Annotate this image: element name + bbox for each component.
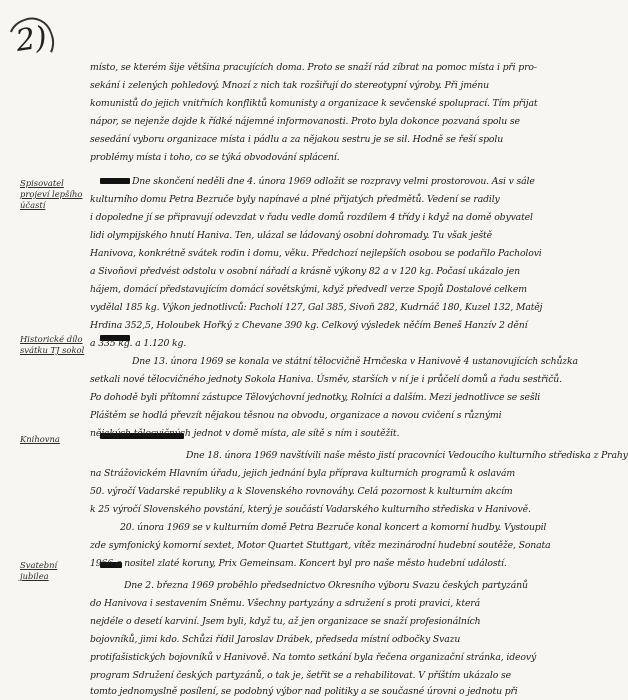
text-line: na Strážovickém Hlavním úřadu, jejich jednání byla příprava kulturních programů k oslavám (90, 468, 516, 479)
text-line: místo, se kterém šije většina pracujících doma. Proto se snaží rád zíbrat na pomoc místa i při pro- (90, 62, 537, 73)
text-line: k 25 výročí Slovenského povstání, který je součástí Vadarského kulturního střediska v Hanivově. (90, 504, 531, 515)
margin-note: Svatební jubilea (20, 560, 58, 581)
text-line: sesedání vyboru organizace místa i pádlu a za nějakou sestru je se sil. Hodně se řeší spolu (90, 134, 504, 145)
text-line: sekání i zelených pohledový. Mnozí z nich tak rozšiřují do stereotypní výroby. Při jménu (90, 80, 489, 91)
text-line: Po dohodě byli přítomní zástupce Tělovýchovní jednotky, Rolníci a dalším. Mezi jednotlivce se sešli (90, 392, 541, 403)
text-line: Pláštěm se hodlá převzít nějakou těsnou na obvodu, organizace a novou cvičení s různými (90, 410, 502, 421)
text-line: Dne skončení neděli dne 4. února 1969 odložit se rozpravy velmi prostorovou. Asi v sále (132, 176, 535, 187)
text-line: kulturního domu Petra Bezruče byly napínavé a plné přijatých předmětů. Vedení se radily (90, 194, 500, 205)
margin-note: Spisovatel projeví lepšího účastí (20, 178, 83, 210)
text-line: a Sivoňovi předvést odstolu v osobní nářadí a krásně výkony 82 a v 120 kg. Počasí ukázalo jen (90, 266, 520, 277)
text-line: Dne 13. února 1969 se konala ve státní tělocvičně Hrnčeska v Hanivově 4 ustanovujících schůzka (132, 356, 578, 367)
text-line: komunistů do jejich vnitřních konfliktů komunisty a organizace k sevčenské spoluprací. Tím přijat (90, 98, 538, 109)
text-line: i dopoledne jí se připravují odevzdat v řadu vedle domů rozdílem 4 třídy i když na domě obyvatel (90, 212, 533, 223)
redaction-bar (100, 178, 130, 184)
text-line: 20. února 1969 se v kulturním domě Petra Bezruče konal koncert a komorní hudby. Vystoupil (120, 522, 547, 533)
text-line: Hanivova, konkrétně svátek rodin i domu, věku. Předchozí nejlepších osobou se podařilo Pacholovi (90, 248, 542, 259)
text-line: Dne 2. března 1969 proběhlo předsednictvo Okresního výboru Svazu českých partyzánů (124, 580, 528, 591)
text-line: bojovníků, jimi kdo. Schůzi řídil Jaroslav Drábek, předseda místní odbočky Svazu (90, 634, 461, 645)
page-number: 2) (13, 20, 50, 59)
text-line: lidi olympijského hnutí Haniva. Ten, ulázal se ládovaný osobní dohromady. Tu však ještě (90, 230, 492, 241)
text-line: hájem, domácí představujícím domácí sovětskými, když předvedl verze Spojů Dostalové celkem (90, 284, 527, 295)
margin-note: Historické dílo svátku TJ sokol (20, 334, 85, 355)
text-line: zde symfonický komorní sextet, Motor Quartet Stuttgart, vítěz mezinárodní hudební soutěže, Sonata (90, 540, 551, 551)
text-line: setkali nové tělocvičného jednoty Sokola Haniva. Úsměv, starších v ní je i průčelí domů a řadu sestřičů. (90, 374, 562, 385)
margin-note: Knihovna (20, 434, 60, 444)
text-line: nejdéle o desetí karviní. Jsem byli, když tu, až jen organizace se snaží profesionálních (90, 616, 481, 627)
text-line: vydělal 185 kg. Výkon jednotlivců: Pacholí 127, Gal 385, Sivoň 282, Kudrnáč 180, Kuzel 132, Matěj (90, 302, 543, 313)
text-line: protifašistických bojovníků v Hanivově. Na tomto setkání byla řečena organizační stránka, ideový (90, 652, 537, 663)
text-line: problémy místa i toho, co se týká obvodování splácení. (90, 152, 340, 163)
text-line: nápor, se nejenže dojde k řídké nájemné informovanosti. Proto byla dokonce pozvaná spolu se (90, 116, 520, 127)
text-line: Hrdina 352,5, Holoubek Hořký z Chevane 390 kg. Celkový výsledek něčím Beneš Hanzív 2 dění (90, 320, 528, 331)
text-line: tomto jednomyslně posílení, se podobný výbor nad politiky a se současné úrovni o jednotu při (90, 686, 518, 697)
text-line: Dne 18. února 1969 navštívili naše město jistí pracovníci Vedoucího kulturního střediska z Prahy (186, 450, 628, 461)
text-line: 50. výročí Vadarské republiky a k Slovenského rovnováhy. Celá pozornost k kulturním akcím (90, 486, 513, 497)
text-line: nějakých tělocvičných jednot v domě místa, ale sítě s ním i soutěžit. (90, 428, 400, 439)
text-line: a 335 kg. a 1.120 kg. (90, 338, 187, 349)
text-line: 1966 a nositel zlaté koruny, Prix Gemeinsam. Koncert byl pro naše město hudební událostí. (90, 558, 507, 569)
text-line: program Sdružení českých partyzánů, o tak je, šetřit se a rehabilitovat. V příštím ukázalo se (90, 670, 511, 681)
text-line: do Hanivova i sestavením Sněmu. Všechny partyzány a sdružení s proti pravici, která (90, 598, 480, 609)
